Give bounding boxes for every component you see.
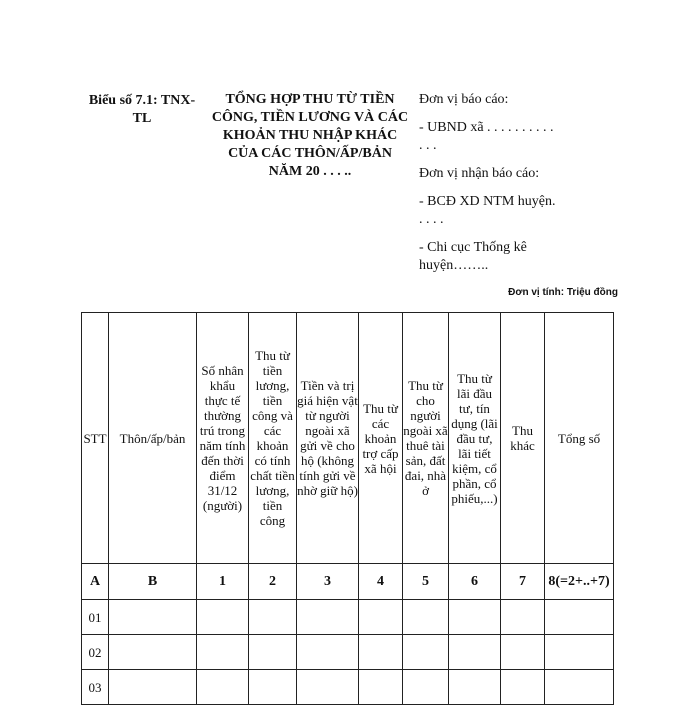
table-cell[interactable] [403,670,449,705]
reporting-unit-label: Đơn vị báo cáo: [419,92,509,107]
index-cell: A [82,564,109,600]
table-cell[interactable] [297,600,359,635]
table-cell[interactable] [501,635,545,670]
column-header: Thu khác [501,313,545,564]
table-cell[interactable] [197,670,249,705]
table-cell[interactable] [545,635,614,670]
document-title: TỔNG HỢP THU TỪ TIỀN CÔNG, TIỀN LƯƠNG VÀ CÁC KHOẢN THU NHẬP KHÁC CỦA CÁC THÔN/ẤP/BẢN NĂM 20 . . . .. [211,92,409,179]
table-cell[interactable] [249,670,297,705]
row-number: 01 [82,600,109,635]
index-cell: 1 [197,564,249,600]
row-number: 02 [82,635,109,670]
table-cell[interactable] [109,670,197,705]
column-header: Thu từ cho người ngoài xã thuê tài sản, đất đai, nhà ở [403,313,449,564]
table-cell[interactable] [545,670,614,705]
index-cell: 5 [403,564,449,600]
table-cell[interactable] [197,635,249,670]
index-row [82,564,614,600]
column-header: Tiền và trị giá hiện vật từ người ngoài xã gửi về cho hộ (không tính gửi về nhờ giữ hộ) [297,313,359,564]
table-cell[interactable] [109,600,197,635]
reporting-unit-value: - UBND xã . . . . . . . . . . . . . [419,120,554,153]
index-cell: 3 [297,564,359,600]
index-cell: 4 [359,564,403,600]
index-cell: 2 [249,564,297,600]
column-header: Thu từ các khoản trợ cấp xã hội [359,313,403,564]
table-cell[interactable] [359,600,403,635]
table-cell[interactable] [359,635,403,670]
column-header: Tổng số [545,313,614,564]
receiving-unit-label: Đơn vị nhận báo cáo: [419,166,540,181]
column-header: Thu từ lãi đầu tư, tín dụng (lãi đầu tư, lãi tiết kiệm, cổ phần, cổ phiếu,...) [449,313,501,564]
column-header: Số nhân khẩu thực tế thường trú trong năm tính đến thời điểm 31/12 (người) [197,313,249,564]
index-cell: 8(=2+..+7) [545,564,614,600]
table-cell[interactable] [359,670,403,705]
report-info [419,91,559,285]
table-cell[interactable] [297,670,359,705]
column-header: Thôn/ấp/bản [109,313,197,564]
row-number: 03 [82,670,109,705]
table-cell[interactable] [449,670,501,705]
table-cell[interactable] [249,635,297,670]
table-row [82,635,614,670]
table-cell[interactable] [545,600,614,635]
receiving-unit-1: - BCĐ XD NTM huyện. . . . . [419,194,556,227]
table-cell[interactable] [197,600,249,635]
table-row [82,670,614,705]
receiving-unit-2: - Chi cục Thống kê huyện…….. [419,240,527,273]
table-cell[interactable] [449,635,501,670]
table-cell[interactable] [403,600,449,635]
table-cell[interactable] [501,670,545,705]
column-header: Thu từ tiền lương, tiền công và các khoản có tính chất tiền lương, tiền công [249,313,297,564]
table-cell[interactable] [449,600,501,635]
unit-note: Đơn vị tính: Triệu đồng [508,287,618,298]
index-cell: 7 [501,564,545,600]
header-row [82,313,614,564]
table-cell[interactable] [501,600,545,635]
form-code: Biểu số 7.1: TNX-TL [88,93,196,126]
index-cell: 6 [449,564,501,600]
index-cell: B [109,564,197,600]
table-row [82,600,614,635]
table-cell[interactable] [109,635,197,670]
table-cell[interactable] [297,635,359,670]
column-header: STT [82,313,109,564]
table-cell[interactable] [403,635,449,670]
summary-table [81,312,614,705]
table-cell[interactable] [249,600,297,635]
